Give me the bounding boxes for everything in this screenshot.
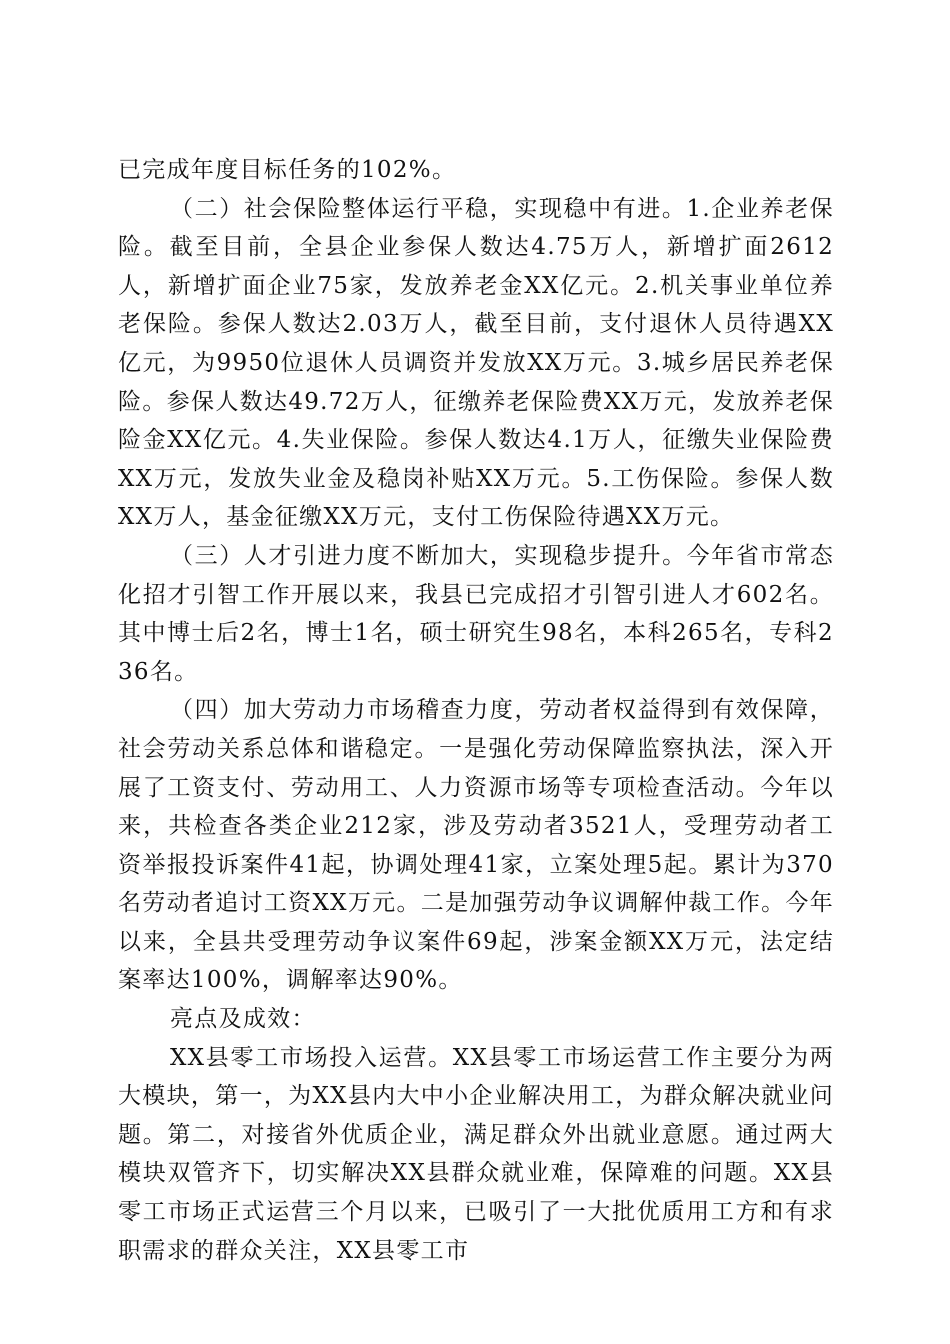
paragraph-talent-introduction: （三）人才引进力度不断加大，实现稳步提升。今年省市常态化招才引智工作开展以来，我县已完成招才引智引进人才602名。其中博士后2名，博士1名，硕士研究生98名，本科265名，专科236名。 — [118, 542, 834, 685]
paragraph-gig-market: XX县零工市场投入运营。XX县零工市场运营工作主要分为两大模块，第一，为XX县内大中小企业解决用工，为群众解决就业问题。第二，对接省外优质企业，满足群众外出就业意愿。通过两大模块双管齐下，切实解决XX县群众就业难，保障难的问题。XX县零工市场正式运营三个月以来，已吸引了一大批优质用工方和有求职需求的群众关注，XX县零工市 — [118, 1044, 834, 1264]
paragraph-social-insurance: （二）社会保险整体运行平稳，实现稳中有进。1.企业养老保险。截至目前，全县企业参保人数达4.75万人，新增扩面2612人，新增扩面企业75家，发放养老金XX亿元。2.机关事业单位养老保险。参保人数达2.03万人，截至目前，支付退休人员待遇XX亿元，为9950位退休人员调资并发放XX万元。3.城乡居民养老保险。参保人数达49.72万人，征缴养老保险费XX万元，发放养老保险金XX亿元。4.失业保险。参保人数达4.1万人，征缴失业保险费XX万元，发放失业金及稳岗补贴XX万元。5.工伤保险。参保人数XX万人，基金征缴XX万元，支付工伤保险待遇XX万元。 — [118, 195, 834, 531]
paragraph-highlights-heading: 亮点及成效： — [170, 1006, 316, 1033]
document-body — [118, 151, 834, 1270]
paragraph-continuation: 已完成年度目标任务的102%。 — [118, 157, 457, 183]
paragraph-labor-inspection: （四）加大劳动力市场稽查力度，劳动者权益得到有效保障，社会劳动关系总体和谐稳定。一是强化劳动保障监察执法，深入开展了工资支付、劳动用工、人力资源市场等专项检查活动。今年以来，共检查各类企业212家，涉及劳动者3521人，受理劳动者工资举报投诉案件41起，协调处理41家，立案处理5起。累计为370名劳动者追讨工资XX万元。二是加强劳动争议调解仲裁工作。今年以来，全县共受理劳动争议案件69起，涉案金额XX万元，法定结案率达100%，调解率达90%。 — [118, 697, 834, 994]
